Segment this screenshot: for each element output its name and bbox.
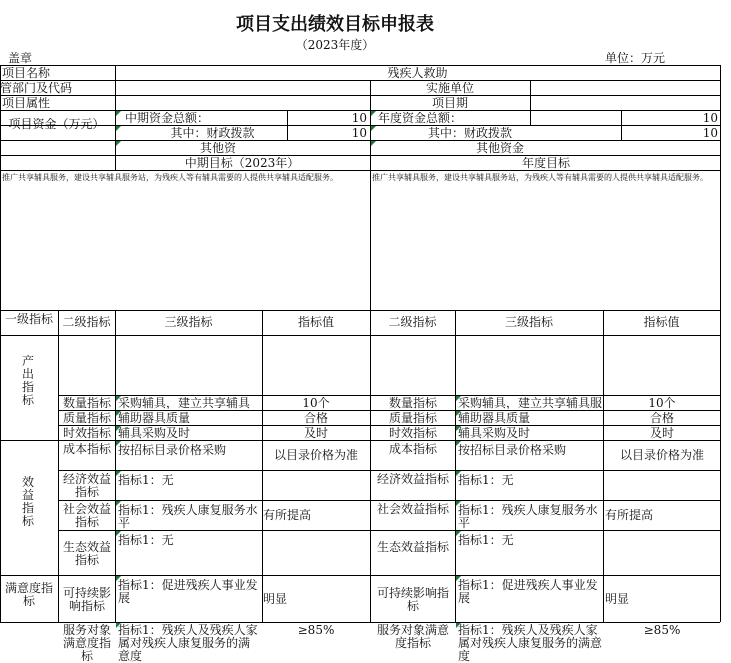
page-title: 项目支出绩效目标申报表 [236, 14, 434, 35]
row-l3-left: 指标1：无 [118, 534, 174, 547]
row-l3-left: 采购辅具，建立共享辅具 [118, 397, 251, 409]
unit-label: 单位：万元 [605, 52, 666, 65]
row-l2-right: 数量指标 [388, 397, 437, 409]
comment-marker-icon [116, 411, 121, 416]
year-goal-label: 年度目标 [521, 157, 570, 170]
grid-line [58, 410, 720, 411]
row-value-right: 以目录价格为准 [619, 449, 704, 462]
row-l2-right: 可持续影响指标 [376, 586, 449, 613]
grid-line [0, 110, 720, 111]
row-value-left: 明显 [263, 592, 288, 606]
row-l2-left: 经济效益指标 [62, 473, 111, 499]
row-value-left [263, 547, 369, 560]
grid-line [0, 335, 720, 336]
row-l3-left: 指标1：促进残疾人事业发展 [118, 579, 258, 605]
row-value-right: 合格 [649, 412, 674, 425]
comment-marker-icon [116, 531, 121, 536]
mid-other-label: 其他资 [200, 142, 237, 155]
row-value-right: 明显 [605, 592, 630, 606]
grid-line [58, 395, 720, 396]
grid-line [0, 155, 720, 156]
row-l3-right: 辅助器具质量 [458, 412, 531, 424]
comment-marker-icon [456, 426, 461, 431]
row-value-right: 10个 [648, 397, 676, 410]
project-attr-label: 项目属性 [2, 97, 51, 110]
comment-marker-icon [456, 576, 461, 581]
row-value-right: 及时 [649, 427, 674, 440]
funds-label: 项目资金（万元） [8, 118, 105, 131]
row-l3-right: 指标1：无 [458, 534, 514, 547]
grid-line [603, 310, 604, 622]
comment-marker-icon [371, 141, 376, 146]
row-l3-right: 按招标目录价格采购 [458, 444, 567, 457]
comment-marker-icon [116, 141, 121, 146]
row-value-left: ≥85% [297, 624, 335, 637]
row-value-left: 10个 [302, 397, 330, 410]
row-l2-right: 生态效益指标 [376, 540, 449, 554]
comment-marker-icon [116, 111, 121, 116]
header-value-left: 指标值 [297, 316, 334, 329]
year-total-label: 年度资金总额： [378, 112, 463, 125]
comment-marker-icon [456, 411, 461, 416]
project-name-label: 项目名称 [2, 67, 51, 80]
impl-unit-label: 实施单位 [425, 82, 474, 95]
year-other-label: 其他资金 [475, 142, 524, 155]
mid-goal-text: 推广共享辅具服务，建设共享辅具服务站，为残疾人等有辅具需要的人提供共享辅具适配服务。 [2, 173, 338, 182]
row-l2-left: 服务对象满意度指标 [62, 624, 111, 663]
row-l3-left: 指标1：残疾人康复服务水平 [118, 504, 258, 530]
row-l2-left: 质量指标 [62, 412, 111, 424]
comment-marker-icon [116, 471, 121, 476]
year-goal-text: 推广共享辅具服务，建设共享辅具服务站，为残疾人等有辅具需要的人提供共享辅具适配服务。 [372, 173, 708, 182]
row-l3-right: 采购辅具，建立共享辅具服 [458, 397, 602, 409]
row-l3-left: 按招标目录价格采购 [118, 444, 227, 457]
grid-line [0, 170, 720, 171]
comment-marker-icon [456, 396, 461, 401]
comment-marker-icon [116, 576, 121, 581]
row-l3-right: 指标1：残疾人康复服务水平 [458, 504, 598, 530]
header-level3-left: 三级指标 [164, 316, 213, 329]
grid-line [0, 310, 720, 311]
project-name-value: 残疾人救助 [387, 67, 448, 80]
comment-marker-icon [371, 111, 376, 116]
grid-line [0, 95, 720, 96]
comment-marker-icon [116, 126, 121, 131]
row-l2-left: 时效指标 [62, 427, 111, 439]
page-subtitle: （2023年度） [295, 38, 375, 52]
row-l2-right: 时效指标 [388, 427, 437, 439]
row-l3-right: 辅具采购及时 [458, 427, 531, 439]
comment-marker-icon [456, 471, 461, 476]
comment-marker-icon [456, 441, 461, 446]
grid-line [720, 65, 721, 622]
year-total-value: 10 [702, 112, 718, 125]
group-satisfaction: 满意度指标 [4, 582, 53, 608]
row-l3-left: 辅具采购及时 [118, 427, 191, 439]
comment-marker-icon [116, 396, 121, 401]
header-level2-right: 二级指标 [388, 316, 437, 329]
row-l3-right: 指标1：促进残疾人事业发展 [458, 579, 598, 605]
mid-total-value: 10 [351, 112, 367, 125]
row-l2-left: 社会效益指标 [62, 503, 111, 529]
row-l3-right: 指标1：残疾人及残疾人家属对残疾人康复服务的满意度 [458, 624, 602, 663]
row-value-right: ≥85% [643, 624, 681, 637]
grid-line [0, 65, 1, 622]
mid-fiscal-value: 10 [351, 127, 367, 140]
row-l2-right: 质量指标 [388, 412, 437, 424]
row-value-left: 有所提高 [263, 509, 312, 522]
row-l3-left: 指标1：残疾人及残疾人家属对残疾人康复服务的满意度 [118, 624, 258, 663]
year-fiscal-value: 10 [702, 127, 718, 140]
dept-code-label: 管部门及代码 [0, 82, 73, 95]
row-value-left: 及时 [303, 427, 328, 440]
row-l2-right: 服务对象满意度指标 [376, 624, 449, 650]
grid-line [0, 65, 720, 66]
row-value-left [263, 479, 369, 492]
row-l2-left: 数量指标 [62, 397, 111, 409]
grid-line [0, 80, 720, 81]
comment-marker-icon [371, 126, 376, 131]
mid-fiscal-label: 其中：财政拨款 [170, 127, 255, 140]
comment-marker-icon [456, 531, 461, 536]
row-l2-left: 成本指标 [62, 443, 111, 456]
row-value-right [605, 547, 719, 560]
year-fiscal-label: 其中：财政拨款 [427, 127, 512, 140]
group-output: 产出指标 [21, 355, 34, 407]
row-l3-right: 指标1：无 [458, 474, 514, 487]
row-value-right [605, 479, 719, 492]
project-period-label: 项目期 [431, 97, 468, 110]
row-value-left: 以目录价格为准 [273, 449, 358, 462]
seal-label: 盖章 [8, 52, 33, 65]
grid-line [115, 65, 116, 170]
group-effect: 效益指标 [21, 476, 34, 528]
mid-total-label: 中期资金总额： [125, 112, 210, 125]
row-l3-left: 指标1：无 [118, 474, 174, 487]
grid-line [370, 310, 371, 622]
row-l3-left: 辅助器具质量 [118, 412, 191, 424]
grid-line [58, 425, 720, 426]
grid-line [262, 310, 263, 622]
comment-marker-icon [116, 501, 121, 506]
row-l2-right: 成本指标 [388, 443, 437, 456]
row-l2-left: 可持续影响指标 [62, 586, 111, 613]
header-value-right: 指标值 [643, 316, 680, 329]
header-level1: 一级指标 [4, 313, 53, 326]
header-level3-right: 三级指标 [504, 316, 553, 329]
comment-marker-icon [116, 441, 121, 446]
comment-marker-icon [456, 501, 461, 506]
comment-marker-icon [116, 426, 121, 431]
row-l2-right: 经济效益指标 [376, 473, 449, 486]
header-level2-left: 二级指标 [62, 316, 111, 329]
row-value-right: 有所提高 [605, 509, 654, 522]
grid-line [0, 440, 720, 441]
row-l2-left: 生态效益指标 [62, 540, 111, 567]
mid-goal-label: 中期目标（2023年） [184, 157, 300, 170]
row-value-left: 合格 [303, 412, 328, 425]
row-l2-right: 社会效益指标 [376, 503, 449, 516]
